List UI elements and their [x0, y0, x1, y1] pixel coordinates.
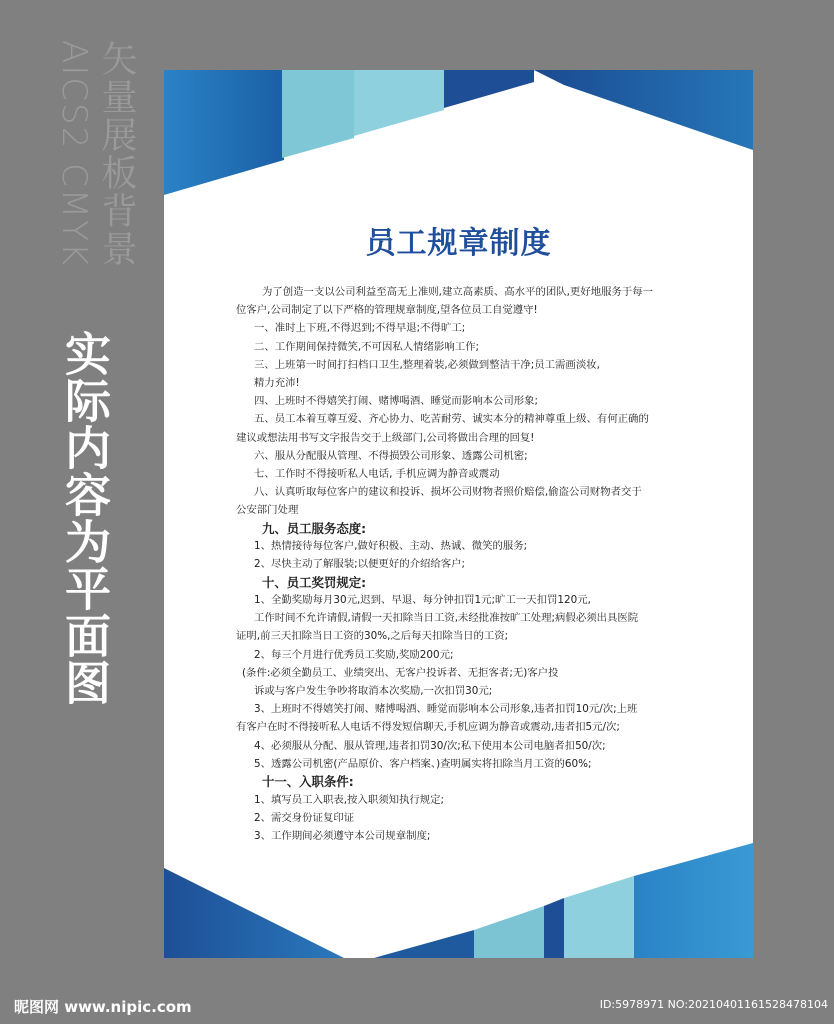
rule-line: (条件:必须全勤员工、业绩突出、无客户投诉者、无拒客者;无)客户投	[242, 666, 559, 679]
rule-line: 4、必须服从分配、服从管理,违者扣罚30/次;私下使用本公司电脑者扣50/次;	[254, 739, 606, 752]
page-title: 员工规章制度	[365, 226, 552, 261]
rule-line: 诉或与客户发生争吵将取消本次奖励,一次扣罚30元;	[254, 685, 493, 698]
bottom-teal-panel-2	[564, 876, 634, 958]
rule-line: 六、服从分配服从管理、不得损毁公司形象、透露公司机密;	[254, 449, 528, 462]
watermark-vector-board: 矢量展板背景	[96, 40, 137, 268]
top-left-blue-panel	[164, 70, 284, 195]
rule-line: 为了创造一支以公司利益至高无上准则,建立高素质、高水平的团队,更好地服务于每一	[262, 286, 654, 298]
bottom-teal-panel-1	[474, 906, 544, 958]
rule-line: 1、全勤奖励每月30元,迟到、早退、每分钟扣罚1元;旷工一天扣罚120元,	[254, 594, 591, 607]
rule-line: 四、上班时不得嬉笑打闹、赌博喝酒、睡觉而影响本公司形象;	[254, 395, 539, 408]
rule-line: 精力充沛!	[254, 377, 300, 390]
bottom-left-blue-panel	[164, 868, 344, 958]
section-heading: 九、员工服务态度:	[262, 520, 367, 536]
bottom-right-blue-panel	[634, 843, 753, 958]
rule-line: 五、员工本着互尊互爱、齐心协力、吃苦耐劳、诚实本分的精神尊重上级、有何正确的	[254, 413, 649, 426]
rule-line: 工作时间不允许请假,请假一天扣除当日工资,未经批准按旷工处理;病假必须出具医院	[254, 612, 639, 625]
rule-line: 公安部门处理	[236, 504, 299, 517]
bottom-dark-strip	[544, 898, 564, 958]
top-right-blue-panel	[534, 70, 753, 150]
top-teal-panel-1	[282, 70, 354, 158]
rule-line: 三、上班第一时间打扫档口卫生,整理着装,必须做到整洁干净;员工需画淡妆,	[254, 358, 600, 371]
watermark-aics2-cmyk: AICS2 CMYK	[54, 40, 94, 268]
section-heading: 十、员工奖罚规定:	[262, 574, 367, 590]
rules-content	[236, 283, 716, 845]
rule-line: 2、每三个月进行优秀员工奖励,奖励200元;	[254, 648, 454, 661]
top-dark-strip	[444, 70, 534, 108]
section-heading: 十一、入职条件:	[262, 774, 354, 790]
rule-line: 2、尽快主动了解服装;以便更好的介绍给客户;	[254, 558, 466, 571]
bottom-decoration	[164, 818, 753, 958]
rule-line: 二、工作期间保持微笑,不可因私人情绪影响工作;	[254, 340, 480, 353]
rule-line: 位客户,公司制定了以下严格的管理规章制度,望各位员工自觉遵守!	[236, 304, 538, 317]
rule-line: 3、工作期间必须遵守本公司规章制度;	[254, 829, 431, 842]
top-decoration	[164, 70, 753, 200]
rule-line: 一、准时上下班,不得迟到;不得早退;不得旷工;	[254, 322, 466, 335]
image-id-label: ID:5978971 NO:20210401161528478104	[599, 998, 828, 1011]
rule-line: 八、认真听取每位客户的建议和投诉、损坏公司财物者照价赔偿,偷盗公司财物者交于	[254, 486, 642, 499]
poster-board	[164, 70, 753, 958]
rule-line: 2、需交身份证复印证	[254, 811, 355, 824]
rule-line: 1、热情接待每位客户,做好积极、主动、热诚、微笑的服务;	[254, 540, 528, 553]
rule-line: 证明,前三天扣除当日工资的30%,之后每天扣除当日的工资;	[236, 630, 509, 643]
rule-line: 七、工作时不得接听私人电话, 手机应调为静音或震动	[254, 468, 500, 481]
rule-line: 1、填写员工入职表,按入职须知执行规定;	[254, 793, 445, 806]
rule-line: 有客户在时不得接听私人电话不得发短信聊天,手机应调为静音或震动,违者扣5元/次;	[236, 721, 620, 734]
rule-line: 建议或想法用书写文字报告交于上级部门,公司将做出合理的回复!	[236, 431, 535, 444]
top-teal-panel-2	[354, 70, 444, 136]
side-note: 实际内容为平面图	[58, 330, 112, 706]
bottom-mid-dark-panel	[374, 930, 474, 958]
site-watermark: 昵图网 www.nipic.com	[14, 998, 192, 1016]
rule-line: 5、透露公司机密(产品原价、客户档案、)查明属实将扣除当月工资的60%;	[254, 757, 592, 770]
rule-line: 3、上班时不得嬉笑打闹、赌博喝酒、睡觉而影响本公司形象,违者扣罚10元/次;上班	[254, 703, 638, 716]
